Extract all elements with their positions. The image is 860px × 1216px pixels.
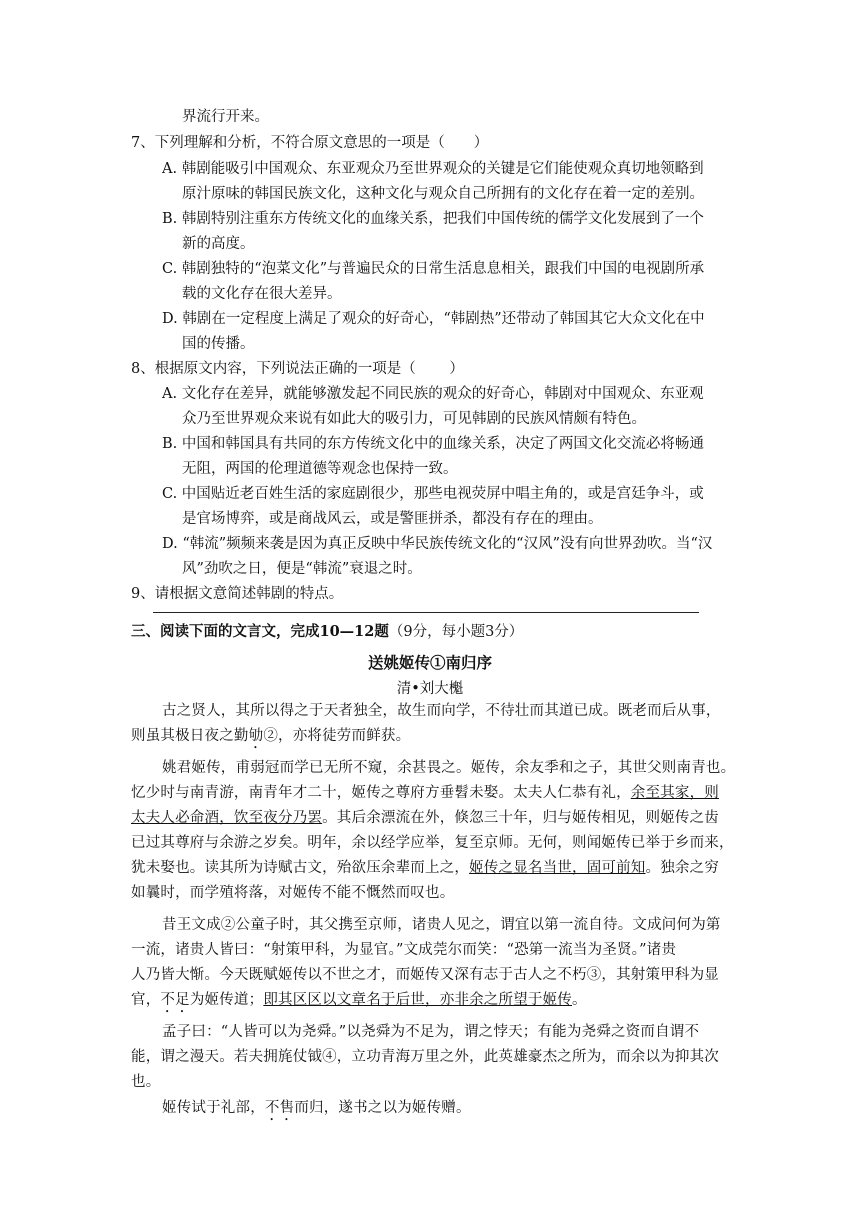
question-9-stem: 9、请根据文意简述韩剧的特点。 xyxy=(131,586,344,602)
question-7-stem: 7、下列理解和分析，不符合原文意思的一项是（ ） xyxy=(131,135,489,151)
q7-option-a-line2: 原汁原味的韩国民族文化，这种文化与观众自己所拥有的文化存在着一定的差别。 xyxy=(182,186,704,202)
q7-option-b-line1: B. 韩剧特别注重东方传统文化的血缘关系，把我们中国传统的儒学文化发展到了一个 xyxy=(162,211,704,227)
passage-p2-line4: 已过其尊府与余游之岁矣。明年，余以经学应举，复至京师。无何，则闻姬传已举于乡而来， xyxy=(131,835,734,851)
section-3-heading-bold: 三、阅读下面的文言文，完成10—12题 xyxy=(131,623,389,640)
question-8-stem: 8、根据原文内容，下列说法正确的一项是（ ） xyxy=(131,361,464,377)
q7-option-a-line1: A. 韩剧能吸引中国观众、东亚观众乃至世界观众的关键是它们能使观众真切地领略到 xyxy=(162,161,704,177)
passage-p2-underlined-2: 姬传之显名当世，固可前知 xyxy=(469,860,646,876)
passage-p5-line1 xyxy=(162,1099,471,1124)
passage-p2-line3-b: 。其后余漂流在外，倏忽三十年，归与姬传相见，则姬传之齿 xyxy=(322,810,720,826)
passage-p3-line3: 人乃皆大惭。今天既赋姬传以不世之才，而姬传又深有志于古人之不朽③，其射策甲科为显 xyxy=(131,967,719,983)
passage-author: 清•刘大櫆 xyxy=(396,681,464,697)
section-divider xyxy=(153,612,699,613)
passage-p5-c: 而归，遂书之以为姬传赠。 xyxy=(294,1100,471,1116)
q8-option-b-line1: B. 中国和韩国具有共同的东方传统文化中的血缘关系，决定了两国文化交流必将畅通 xyxy=(162,436,704,452)
q8-option-d-line1: D. “韩流”频频来袭是因为真正反映中华民族传统文化的“汉风”没有向世界劲吹。当“汉 xyxy=(162,536,713,552)
passage-p4-line1: 孟子曰：“人皆可以为尧舜。”以尧舜为不足为，谓之悖天；有能为尧舜之资而自谓不 xyxy=(162,1024,700,1040)
passage-title: 送姚姬传①南归序 xyxy=(367,653,492,672)
passage-p4-line2: 能，谓之漫天。若夫拥旄仗钺④，立功青海万里之外，此英雄豪杰之所为，而余以为抑其次 xyxy=(131,1049,719,1065)
passage-p4-line3: 也。 xyxy=(131,1074,161,1090)
passage-p3-dotted-word: 不足 xyxy=(160,992,190,1008)
passage-p1-line2-a: 则虽其极日夜之勤 xyxy=(131,728,249,744)
passage-p1-line1: 古之贤人，其所以得之于天者独全，故生而向学，不待壮而其道已成。既老而后从事， xyxy=(162,703,721,719)
passage-p3-line4-e: 。 xyxy=(572,992,587,1008)
q7-option-d-line2: 国的传播。 xyxy=(182,336,255,352)
passage-p3-line1: 昔王文成②公童子时，其父携至京师，诸贵人见之，谓宜以第一流自待。文成问何为第 xyxy=(162,917,721,933)
passage-p1-dotted-word: 劬 xyxy=(248,728,264,744)
q6-tail-text: 界流行开来。 xyxy=(182,109,269,125)
passage-p2-line6: 如曩时，而学殖将落，对姬传不能不慨然而叹也。 xyxy=(131,885,455,901)
passage-p5-a: 姬传试于礼部， xyxy=(162,1100,265,1116)
passage-p3-line4-c: 为姬传道； xyxy=(189,992,264,1008)
passage-p2-line5-a: 犹未娶也。读其所为诗赋古文，殆欲压余辈而上之， xyxy=(131,860,470,876)
q8-option-b-line2: 无阻，两国的伦理道德等观念也保持一致。 xyxy=(182,461,458,477)
passage-p3-line4 xyxy=(131,991,587,1016)
passage-p3-line4-a: 官， xyxy=(131,992,161,1008)
passage-p3-underlined: 即其区区以文章名于后世，亦非余之所望于姬传 xyxy=(263,992,573,1008)
passage-p1-line2-c: ②，亦将徒劳而鲜获。 xyxy=(263,728,411,744)
passage-p5-dotted-word: 不售 xyxy=(264,1100,295,1116)
section-3-heading xyxy=(131,623,523,641)
q7-option-c-line1: C. 韩剧独特的“泡菜文化”与普遍民众的日常生活息息相关，跟我们中国的电视剧所承 xyxy=(162,261,705,277)
passage-p3-line2: 一流，诸贵人皆曰：“射策甲科，为显官。”文成莞尔而笑：“恐第一流当为圣贤。”诸贵 xyxy=(131,942,677,958)
q7-option-b-line2: 新的高度。 xyxy=(182,236,255,252)
q8-option-a-line2: 众乃至世界观众来说有如此大的吸引力，可见韩剧的民族风情颇有特色。 xyxy=(182,411,646,427)
q8-option-a-line1: A. 文化存在差异，就能够激发起不同民族的观众的好奇心，韩剧对中国观众、东亚观 xyxy=(162,386,704,402)
q7-option-d-line1: D. 韩剧在一定程度上满足了观众的好奇心，“韩剧热”还带动了韩国其它大众文化在中 xyxy=(162,311,705,327)
passage-p2-line2-a: 忆少时与南青游，南青年才二十，姬传之尊府方垂髫未娶。太夫人仁恭有礼， xyxy=(131,785,631,801)
passage-p2-line1: 姚君姬传，甫弱冠而学已无所不窥，余甚畏之。姬传，余友季和之子，其世父则南青也。 xyxy=(162,760,736,776)
passage-p2-underlined-1: 余至其家，则 xyxy=(630,785,719,801)
passage-p1-line2 xyxy=(131,727,410,752)
q7-option-c-line2: 载的文化存在很大差异。 xyxy=(182,286,342,302)
passage-p2-line2 xyxy=(131,784,719,802)
passage-p2-line3 xyxy=(131,809,719,827)
section-3-heading-points: （9分，每小题3分） xyxy=(388,624,524,640)
passage-p2-line5 xyxy=(131,859,719,877)
passage-p2-line5-c: 。独余之穷 xyxy=(645,860,720,876)
q8-option-c-line2: 是官场博弈，或是商战风云，或是警匪拼杀，都没有存在的理由。 xyxy=(182,511,603,527)
passage-p2-underlined-1-cont: 太夫人必命酒，饮至夜分乃罢 xyxy=(131,810,323,826)
q8-option-c-line1: C. 中国贴近老百姓生活的家庭剧很少，那些电视荧屏中唱主角的，或是宫廷争斗，或 xyxy=(162,486,704,502)
q8-option-d-line2: 风”劲吹之日，便是“韩流”衰退之时。 xyxy=(182,561,422,577)
